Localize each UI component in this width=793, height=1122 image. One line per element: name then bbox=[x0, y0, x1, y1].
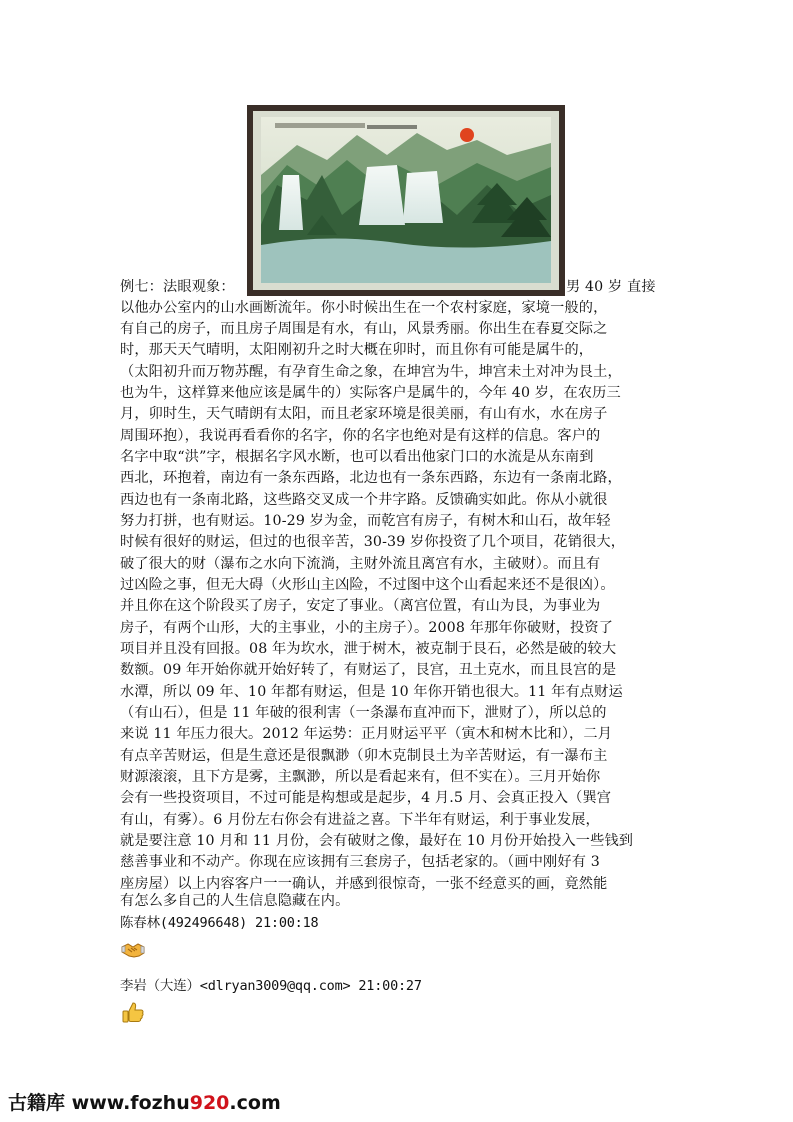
article-line: 就是要注意 10 月和 11 月份，会有破财之像，最好在 10 月份开始投入一些钱到 bbox=[120, 833, 634, 849]
article-line: 也为牛，这样算来他应该是属牛的）实际客户是属牛的，今年 40 岁，在农历三 bbox=[120, 385, 621, 401]
handshake-icon bbox=[121, 938, 145, 962]
article-line: 会有一些投资项目，不过可能是构想或是起步，4 月.5 月、会真正投入（巽宫 bbox=[120, 790, 612, 806]
article-heading-prefix: 例七：法眼观象： bbox=[120, 279, 235, 295]
article-line: 西边也有一条南北路，这些路交叉成一个井字路。反馈确实如此。你从小就很 bbox=[120, 492, 608, 508]
thumbs-up-icon bbox=[121, 1000, 145, 1024]
article-line: 数额。09 年开始你就开始好转了，有财运了，艮宫，丑土克水，而且艮宫的是 bbox=[120, 662, 617, 678]
article-line: 时，那天天气晴明，太阳刚初升之时大概在卯时，而且你有可能是属牛的， bbox=[120, 342, 594, 358]
article-line: 破了很大的财（瀑布之水向下流淌，主财外流且离宫有水，主破财）。而且有 bbox=[120, 556, 601, 572]
site-name: 古籍库 bbox=[8, 1092, 66, 1114]
site-url-suffix: .com bbox=[229, 1092, 281, 1114]
article-line: 时候有很好的财运，但过的也很辛苦，30-39 岁你投资了几个项目，花销很大， bbox=[120, 534, 626, 550]
article-line: 努力打拼，也有财运。10-29 岁为金，而乾宫有房子，有树木和山石，故年轻 bbox=[120, 513, 611, 529]
article-line: 有点辛苦财运，但是生意还是很飘渺（卯木克制艮土为辛苦财运，有一瀑布主 bbox=[120, 748, 608, 764]
article-line: 来说 11 年压力很大。2012 年运势：正月财运平平（寅木和树木比和），二月 bbox=[120, 726, 613, 742]
article-line: 西北，环抱着，南边有一条东西路，北边也有一条东西路，东边有一条南北路， bbox=[120, 470, 622, 486]
landscape-painting-image bbox=[247, 105, 565, 296]
site-url-number: 920 bbox=[189, 1092, 230, 1114]
site-watermark bbox=[8, 1088, 281, 1115]
article-line: 水潭，所以 09 年、10 年都有财运，但是 10 年你开销也很大。11 年有点财运 bbox=[120, 684, 623, 700]
chat-message-2-sender: 李岩（大连）<dlryan3009@qq.com> 21:00:27 bbox=[120, 978, 422, 994]
article-line: 座房屋）以上内容客户一一确认，并感到很惊奇，一张不经意买的画，竟然能 bbox=[120, 876, 608, 892]
article-heading-suffix: 男 40 岁 直接 bbox=[566, 279, 656, 295]
article-line: 以他办公室内的山水画断流年。你小时候出生在一个农村家庭，家境一般的， bbox=[120, 300, 608, 316]
article-line: 月，卯时生，天气晴朗有太阳，而且老家环境是很美丽，有山有水，水在房子 bbox=[120, 406, 608, 422]
article-line: 有自己的房子，而且房子周围是有水，有山，风景秀丽。你出生在春夏交际之 bbox=[120, 321, 608, 337]
article-line: 有山，有雾）。6 月份左右你会有进益之喜。下半年有财运，利于事业发展， bbox=[120, 812, 600, 828]
article-line: 有怎么多自己的人生信息隐藏在内。 bbox=[120, 893, 350, 909]
article-line: 房子，有两个山形，大的主事业，小的主房子）。2008 年那年你破财，投资了 bbox=[120, 620, 614, 636]
article-line: 过凶险之事，但无大碍（火形山主凶险，不过图中这个山看起来还不是很凶）。 bbox=[120, 577, 615, 593]
article-line: 周围环抱），我说再看看你的名字，你的名字也绝对是有这样的信息。客户的 bbox=[120, 428, 601, 444]
article-line: （太阳初升而万物苏醒，有孕育生命之象，在坤宫为牛，坤宫未土对冲为艮土， bbox=[120, 364, 622, 380]
article-line: （有山石），但是 11 年破的很利害（一条瀑布直冲而下，泄财了），所以总的 bbox=[120, 705, 607, 721]
article-line: 财源滚滚，且下方是雾，主飘渺，所以是看起来有，但不实在）。三月开始你 bbox=[120, 769, 601, 785]
article-line: 并且你在这个阶段买了房子，安定了事业。（离宫位置，有山为艮，为事业为 bbox=[120, 598, 601, 614]
site-url-prefix: www.fozhu bbox=[71, 1092, 190, 1114]
chat-message-1-sender: 陈春林(492496648) 21:00:18 bbox=[120, 915, 319, 931]
article-line: 名字中取“洪”字，根据名字风水断，也可以看出他家门口的水流是从东南到 bbox=[120, 449, 594, 465]
article-line: 项目并且没有回报。08 年为坎水，泄于树木，被克制于艮石，必然是破的较大 bbox=[120, 641, 617, 657]
article-line: 慈善事业和不动产。你现在应该拥有三套房子，包括老家的。（画中刚好有 3 bbox=[120, 854, 600, 870]
